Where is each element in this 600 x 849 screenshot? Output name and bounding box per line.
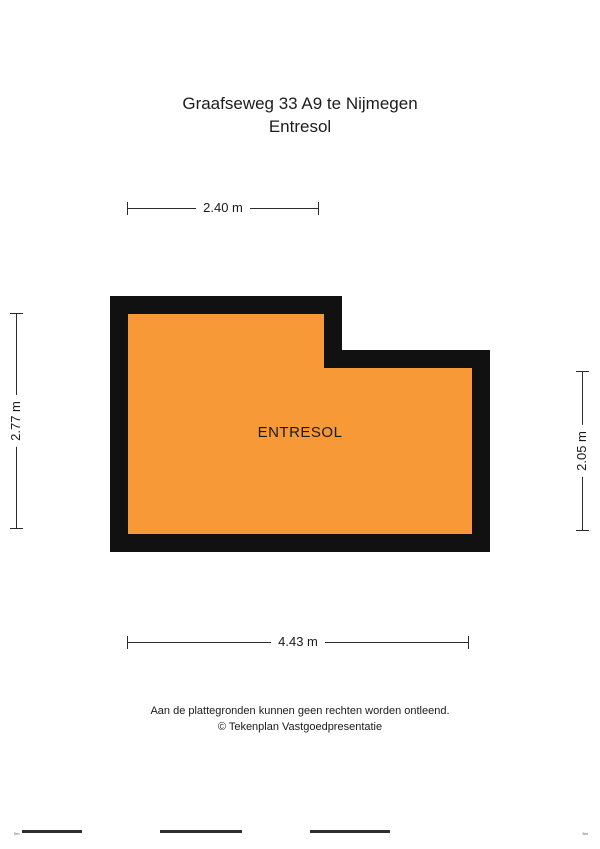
scale-segment [160,830,242,833]
footer-disclaimer [0,703,600,735]
dimension-cap-end [10,528,23,529]
dimension-cap-end [468,636,469,649]
scale-max-label: 5m [582,831,588,836]
dimension-cap-start [10,313,23,314]
scale-segment [310,830,390,833]
room-label: ENTRESOL [257,424,343,441]
footer-line-1: Aan de plattegronden kunnen geen rechten worden ontleend. [150,705,450,717]
page-title [0,92,600,138]
dimension-top-label: 2.40 m [196,199,250,217]
dimension-top [127,198,319,218]
scale-min-label: 0m [14,831,20,836]
dimension-cap-end [576,530,589,531]
footer-line-2: © Tekenplan Vastgoedpresentatie [217,721,383,733]
dimension-cap-start [127,202,128,215]
scale-bar [0,824,600,838]
dimension-left [6,313,26,529]
floorplan-shape [110,296,490,552]
dimension-bottom [127,632,469,652]
dimension-left-label: 2.77 m [5,395,27,447]
dimension-right-label: 2.05 m [571,425,593,477]
title-floor: Entresol [268,117,332,136]
title-address: Graafseweg 33 A9 te Nijmegen [182,94,418,113]
dimension-cap-end [318,202,319,215]
scale-segment [22,830,82,833]
dimension-right [572,371,592,531]
dimension-bottom-label: 4.43 m [271,633,325,651]
dimension-cap-start [576,371,589,372]
dimension-cap-start [127,636,128,649]
